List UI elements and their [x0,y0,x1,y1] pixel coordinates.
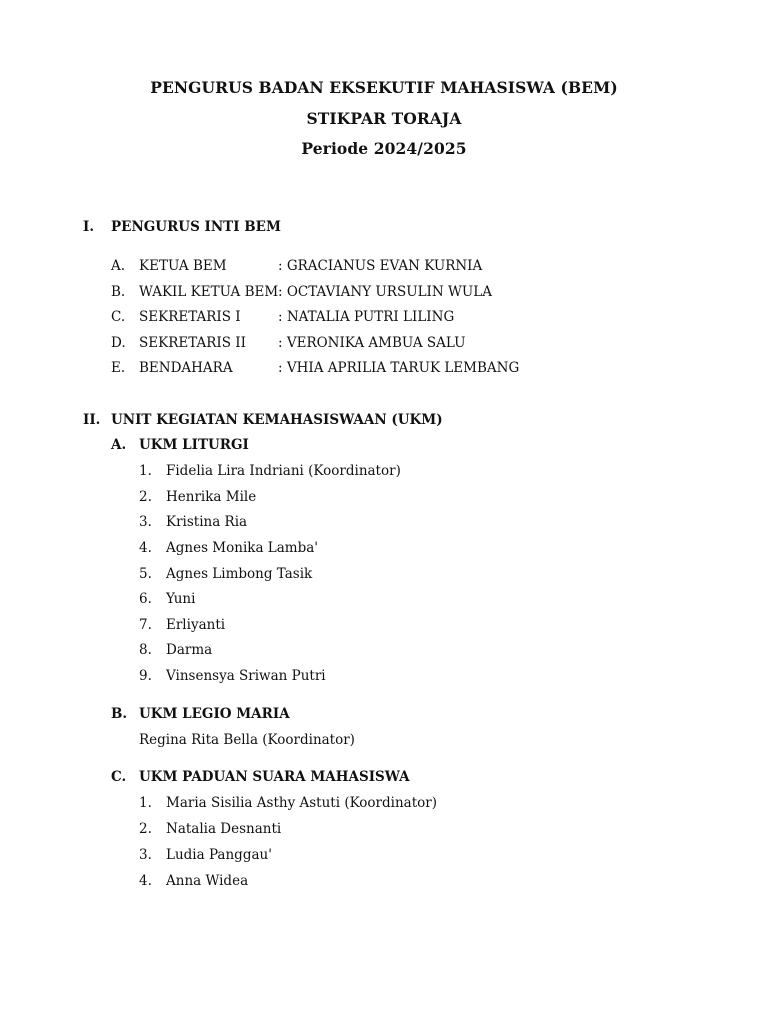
member-name: : OCTAVIANY URSULIN WULA [278,284,492,300]
list-item-number: 3. [139,514,152,530]
list-item: Vinsensya Sriwan Putri [166,668,326,684]
list-item-number: 3. [139,847,152,863]
list-item: Erliyanti [166,617,226,633]
section-2-number: II. [83,412,101,428]
ukm-b-title: UKM LEGIO MARIA [139,706,290,722]
member-letter: C. [111,309,126,325]
member-letter: D. [111,335,126,351]
list-item-number: 4. [139,540,152,556]
list-item-number: 2. [139,489,152,505]
member-role: KETUA BEM [139,258,227,274]
doc-title-line1: PENGURUS BADAN EKSEKUTIF MAHASISWA (BEM) [150,78,618,97]
ukm-a-letter: A. [111,437,127,453]
list-item-number: 2. [139,821,152,837]
member-letter: B. [111,284,126,300]
list-item: Yuni [166,591,196,607]
list-item: Maria Sisilia Asthy Astuti (Koordinator) [166,795,437,811]
section-1-number: I. [83,219,95,235]
list-item: Fidelia Lira Indriani (Koordinator) [166,463,401,479]
list-item-number: 9. [139,668,152,684]
list-item-number: 5. [139,566,152,582]
list-item: Henrika Mile [166,489,257,505]
list-item: Kristina Ria [166,514,248,530]
ukm-b-letter: B. [111,706,128,722]
ukm-c-letter: C. [111,769,127,785]
section-1-title: PENGURUS INTI BEM [111,219,281,235]
member-role: SEKRETARIS II [139,335,246,351]
ukm-c-title: UKM PADUAN SUARA MAHASISWA [139,769,410,785]
list-item-number: 1. [139,795,152,811]
ukm-b-coordinator: Regina Rita Bella (Koordinator) [139,732,355,748]
list-item-number: 6. [139,591,152,607]
member-letter: E. [111,360,126,376]
list-item: Agnes Limbong Tasik [166,566,313,582]
list-item: Ludia Panggau' [166,847,272,863]
list-item: Anna Widea [166,873,249,889]
member-name: : GRACIANUS EVAN KURNIA [278,258,483,274]
member-name: : NATALIA PUTRI LILING [278,309,455,325]
list-item-number: 1. [139,463,152,479]
list-item: Darma [166,642,213,658]
doc-title-line2: STIKPAR TORAJA [306,109,462,128]
list-item-number: 4. [139,873,152,889]
member-role: BENDAHARA [139,360,233,376]
member-role: SEKRETARIS I [139,309,241,325]
section-2-title: UNIT KEGIATAN KEMAHASISWAAN (UKM) [111,412,443,428]
member-name: : VERONIKA AMBUA SALU [278,335,466,351]
member-name: : VHIA APRILIA TARUK LEMBANG [278,360,520,376]
list-item: Natalia Desnanti [166,821,282,837]
ukm-a-title: UKM LITURGI [139,437,249,453]
list-item-number: 8. [139,642,152,658]
doc-title-line3: Periode 2024/2025 [301,139,467,158]
list-item: Agnes Monika Lamba' [166,540,318,556]
list-item-number: 7. [139,617,152,633]
member-letter: A. [111,258,126,274]
member-role: WAKIL KETUA BEM [139,284,279,300]
